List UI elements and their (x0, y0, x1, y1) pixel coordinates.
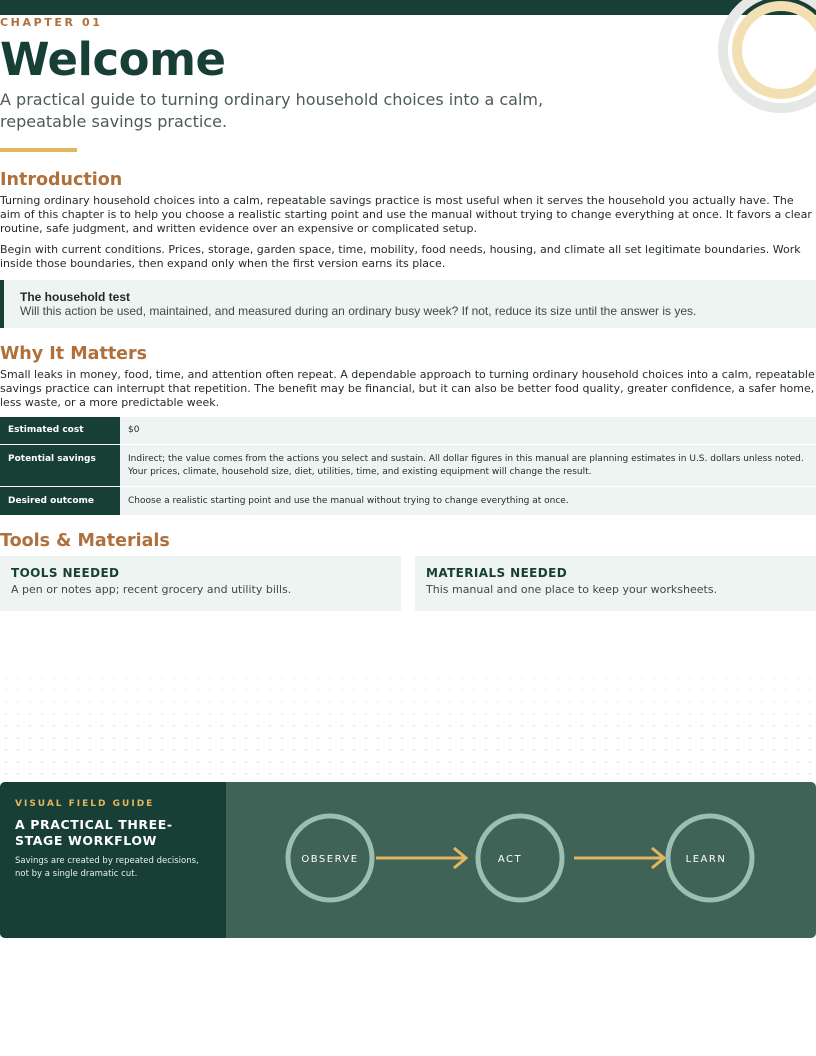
tools-card-text: A pen or notes app; recent grocery and utility bills. (11, 583, 292, 596)
guide-info-panel (0, 782, 226, 938)
why-it-matters-heading: Why It Matters (0, 344, 148, 364)
materials-card-title: MATERIALS NEEDED (426, 566, 568, 580)
fact-row-cost (0, 417, 816, 444)
callout-title: The household test (20, 290, 131, 304)
fact-key: Estimated cost (0, 417, 120, 444)
fact-value: $0 (128, 425, 140, 435)
top-band (0, 0, 816, 15)
visual-field-guide (0, 782, 816, 938)
introduction-paragraph-2: Begin with current conditions. Prices, storage, garden space, time, mobility, food needs, housing, and climate all set legitimate boundaries. Work inside those boundaries, then expand only when the first version earns its place. (0, 243, 801, 270)
stage-label-act: ACT (497, 854, 523, 865)
fact-key: Desired outcome (0, 487, 120, 515)
guide-text: Savings are created by repeated decisions, not by a single dramatic cut. (15, 856, 199, 879)
stage-label-observe: OBSERVE (301, 854, 359, 865)
title-rule (0, 148, 77, 152)
introduction-paragraph-1: Turning ordinary household choices into a calm, repeatable savings practice is most useful when it serves the household you actually have. The aim of this chapter is to help you choose a realistic starting point and use the manual without trying to change everything at once. It favors a clear routine, safe judgment, and written evidence over an expensive or complicated setup. (0, 194, 812, 235)
tools-card-title: TOOLS NEEDED (11, 566, 120, 580)
dot-pattern-background (0, 612, 816, 782)
fact-key: Potential savings (0, 445, 120, 486)
callout-text: Will this action be used, maintained, and measured during an ordinary busy week? If not, reduce its size until the answer is yes. (20, 304, 697, 318)
page-title: Welcome (0, 33, 226, 86)
fact-value: Choose a realistic starting point and use the manual without trying to change everything at once. (128, 496, 569, 506)
guide-kicker: VISUAL FIELD GUIDE (15, 799, 155, 809)
introduction-heading: Introduction (0, 170, 123, 190)
tools-card (0, 556, 401, 611)
guide-title: A PRACTICAL THREE-STAGE WORKFLOW (15, 817, 173, 848)
page-subtitle: A practical guide to turning ordinary household choices into a calm, repeatable savings practice. (0, 90, 544, 131)
workflow-diagram (226, 782, 816, 938)
household-test-callout (0, 280, 816, 328)
why-it-matters-paragraph: Small leaks in money, food, time, and attention often repeat. A dependable approach to turning ordinary household choices into a calm, repeatable savings practice can interrupt that repetition. The benefit may be financial, but it can also be better food quality, greater confidence, a safer home, less waste, or a more predictable week. (0, 368, 815, 409)
fact-value: Indirect; the value comes from the actions you select and sustain. All dollar figures in this manual are planning estimates in U.S. dollars unless noted. Your prices, climate, household size, diet, utilities, time, and existing equipment will change the result. (128, 454, 804, 477)
callout-accent-bar (0, 280, 4, 328)
materials-card-text: This manual and one place to keep your worksheets. (426, 583, 718, 596)
decorative-ring-icon (716, 0, 816, 115)
chapter-label: CHAPTER 01 (0, 16, 103, 29)
materials-card (415, 556, 816, 611)
fact-row-outcome (0, 487, 816, 515)
tools-materials-heading: Tools & Materials (0, 531, 170, 551)
stage-label-learn: LEARN (685, 854, 727, 865)
fact-row-savings (0, 445, 816, 486)
